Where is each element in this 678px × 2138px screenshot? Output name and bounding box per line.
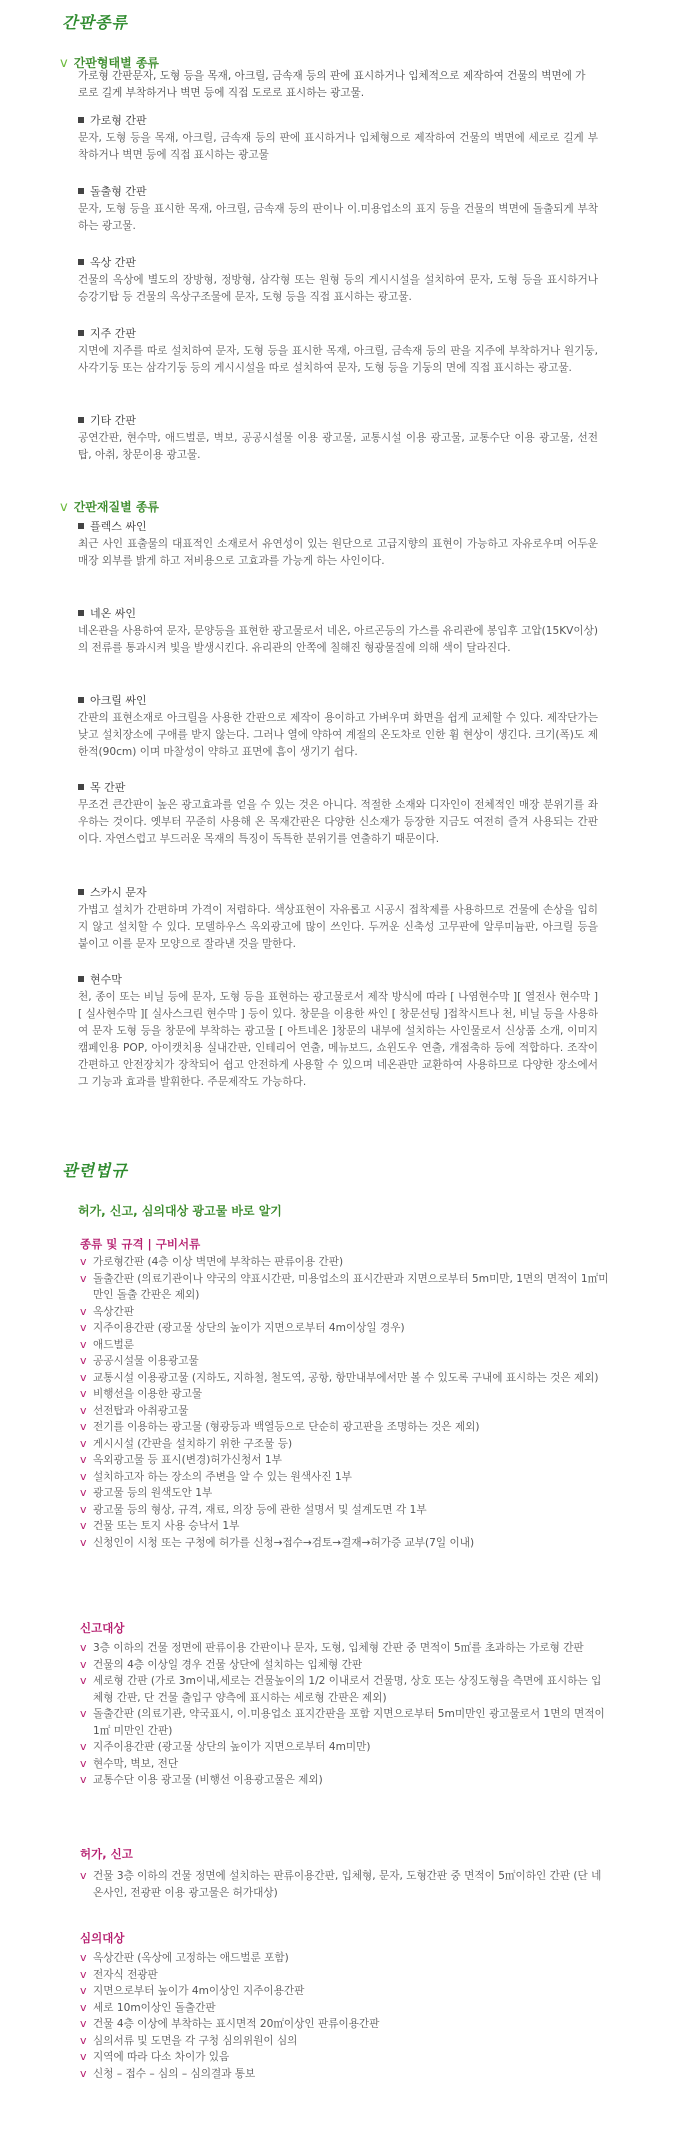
law-group-heading-1: 신고대상 bbox=[80, 1621, 125, 1635]
law-group-list-2 bbox=[80, 1868, 610, 1901]
list-item: v 돌출간판 (의료기관, 약국표시, 이.미용업소 표지간판을 포함 지면으로부터 5m미만인 광고물로서 1면의 면적이 1㎡ 미만인 간판) bbox=[80, 1707, 605, 1737]
material-item-3 bbox=[78, 779, 598, 848]
item-title: 돌출형 간판 bbox=[90, 185, 147, 198]
list-item: v 지면으로부터 높이가 4m이상인 지주이용간판 bbox=[80, 1983, 610, 2000]
list-item: v 건물 3층 이하의 건물 정면에 설치하는 판류이용간판, 입체형, 문자, 도형간판 중 면적이 5㎡이하인 간판 (단 네온사인, 전광판 이용 광고물은 허가대상) bbox=[80, 1869, 602, 1899]
check-icon: v bbox=[80, 1304, 87, 1318]
section-title-types: 간판종류 bbox=[62, 13, 128, 32]
list-item: v 지주이용간판 (광고물 상단의 높이가 지면으로부터 4m이상일 경우) bbox=[80, 1320, 610, 1337]
check-icon: v bbox=[80, 1271, 87, 1285]
form-item-4 bbox=[78, 412, 598, 464]
check-icon: v bbox=[80, 1869, 87, 1882]
item-title: 지주 간판 bbox=[90, 327, 137, 340]
check-icon: v bbox=[80, 1486, 87, 1499]
item-body: 무조건 큰간판이 높은 광고효과를 얻을 수 있는 것은 아니다. 적절한 소재와 디자인이 전체적인 매장 분위기를 좌우하는 것이다. 옛부터 꾸준히 사용해 온 목재간판은 다양한 신소재가 등장한 지금도 여전히 즐겨 사용되는 간판이다. 자연스럽고 부드러운 목재의 특징이 독특한 분위기를 연출하기 때문이다. bbox=[78, 799, 598, 845]
bullet-square-icon bbox=[78, 188, 84, 194]
item-body: 공연간판, 현수막, 애드벌룬, 벽보, 공공시설물 이용 광고물, 교통시설 이용 광고물, 교통수단 이용 광고물, 선전탑, 아취, 창문이용 광고물. bbox=[78, 432, 598, 461]
list-item: v 설치하고자 하는 장소의 주변을 알 수 있는 원색사진 1부 bbox=[80, 1469, 610, 1486]
list-item: v 공공시설물 이용광고물 bbox=[80, 1353, 610, 1370]
bullet-square-icon bbox=[78, 523, 84, 529]
check-icon: v bbox=[80, 1370, 87, 1384]
item-title: 현수막 bbox=[90, 973, 122, 986]
list-item: v 옥상간판 (옥상에 고정하는 애드벌룬 포함) bbox=[80, 1950, 610, 1967]
list-item: v 비행선을 이용한 광고물 bbox=[80, 1386, 610, 1403]
check-icon: v bbox=[80, 1674, 87, 1687]
check-icon: v bbox=[80, 2050, 87, 2063]
check-icon: v bbox=[80, 1773, 87, 1786]
list-item: v 광고물 등의 원색도안 1부 bbox=[80, 1485, 610, 1502]
list-item: v 전자식 전광판 bbox=[80, 1967, 610, 1984]
item-body: 건물의 옥상에 별도의 장방형, 정방형, 삼각형 또는 원형 등의 게시시설을 설치하여 문자, 도형 등을 표시하거나 승강기탑 등 건물의 옥상구조물에 문자, 도형 등을 직접 표시하는 광고물. bbox=[78, 274, 598, 303]
list-item: v 광고물 등의 형상, 규격, 재료, 의장 등에 관한 설명서 및 설계도면 각 1부 bbox=[80, 1502, 610, 1519]
bullet-square-icon bbox=[78, 889, 84, 895]
item-body: 천, 종이 또는 비닐 등에 문자, 도형 등을 표현하는 광고물로서 제작 방식에 따라 [ 나염현수막 ][ 열전사 현수막 ] [ 실사현수막 ][ 실사스크린 현수막 ] 등이 있다. 창문을 이용한 싸인 [ 창문선팅 ]접착시트나 천, 비닐 등을 사용하여 문자 도형 등을 창문에 부착하는 광고물 [ 아트네온 ]창문의 내부에 설치하는 사인물로서 신상품 소개, 이미지 캠페인용 POP, 아이캣치용 실내간판, 인테리어 연출, 메뉴보드, 쇼윈도우 연출, 개점축하 등에 적합하다. 조작이 간편하고 안전장치가 장착되어 쉽고 안전하게 사용할 수 있으며 네온관만 교환하여 사용하므로 다양한 장소에서 그 기능과 효과를 발휘한다. 주문제작도 가능하다. bbox=[78, 991, 598, 1088]
bullet-square-icon bbox=[78, 610, 84, 616]
check-icon: v bbox=[80, 1967, 87, 1981]
check-icon: v bbox=[80, 2033, 87, 2047]
law-group-list-1 bbox=[80, 1640, 610, 1789]
check-icon: v bbox=[80, 1354, 87, 1367]
material-item-1 bbox=[78, 605, 598, 657]
check-icon: v bbox=[80, 1420, 87, 1433]
check-icon: v bbox=[80, 1387, 87, 1400]
item-title: 아크릴 싸인 bbox=[90, 694, 147, 707]
check-icon: v bbox=[60, 500, 68, 515]
check-icon: v bbox=[80, 1502, 87, 1516]
list-item: v 게시시설 (간판을 설치하기 위한 구조물 등) bbox=[80, 1436, 610, 1453]
check-icon: v bbox=[80, 1403, 87, 1417]
item-title: 옥상 간판 bbox=[90, 256, 137, 269]
check-icon: v bbox=[80, 1756, 87, 1770]
item-title: 가로형 간판 bbox=[90, 114, 147, 127]
list-item: v 교통수단 이용 광고물 (비행선 이용광고물은 제외) bbox=[80, 1772, 610, 1789]
form-item-2 bbox=[78, 254, 598, 306]
list-item: v 세로형 간판 (가로 3m이내,세로는 건물높이의 1/2 이내로서 건물명, 상호 또는 상징도형을 측면에 표시하는 입체형 간판, 단 건물 출입구 양측에 표시하는 세로형 간판은 제외) bbox=[80, 1674, 602, 1704]
material-item-4 bbox=[78, 884, 598, 953]
bullet-square-icon bbox=[78, 117, 84, 123]
bullet-square-icon bbox=[78, 697, 84, 703]
form-item-1 bbox=[78, 183, 598, 235]
item-title: 목 간판 bbox=[90, 781, 126, 794]
check-icon: v bbox=[80, 1337, 87, 1351]
list-item: v 전기를 이용하는 광고물 (형광등과 백열등으로 단순히 광고판을 조명하는 것은 제외) bbox=[80, 1419, 610, 1436]
list-item: v 지역에 따라 다소 차이가 있음 bbox=[80, 2049, 610, 2066]
material-item-0 bbox=[78, 518, 598, 570]
heading-material-types bbox=[60, 498, 159, 515]
item-title: 스카시 문자 bbox=[90, 886, 147, 899]
form-item-0 bbox=[78, 112, 598, 164]
list-item: v 3층 이하의 건물 정면에 판류이용 간판이나 문자, 도형, 입체형 간판 중 면적이 5㎡를 초과하는 가로형 간판 bbox=[80, 1640, 610, 1657]
item-title: 네온 싸인 bbox=[90, 607, 137, 620]
law-group-list-3 bbox=[80, 1950, 610, 2082]
check-icon: v bbox=[80, 2000, 87, 2014]
heading-material-types-label: 간판재질별 종류 bbox=[73, 500, 160, 514]
list-item: v 신청인이 시청 또는 구청에 허가를 신청→접수→검토→결재→허가증 교부(7일 이내) bbox=[80, 1535, 610, 1552]
list-item: v 가로형간판 (4층 이상 벽면에 부착하는 판류이용 간판) bbox=[80, 1254, 610, 1271]
list-item: v 선전탑과 아취광고물 bbox=[80, 1403, 610, 1420]
check-icon: v bbox=[80, 1740, 87, 1753]
bullet-square-icon bbox=[78, 784, 84, 790]
list-item: v 건물 또는 토지 사용 승낙서 1부 bbox=[80, 1518, 610, 1535]
law-group-heading-2: 허가, 신고 bbox=[80, 1847, 133, 1861]
check-icon: v bbox=[80, 1951, 87, 1964]
law-group-heading-3: 심의대상 bbox=[80, 1931, 125, 1945]
bullet-square-icon bbox=[78, 259, 84, 265]
section-title-laws: 관련법규 bbox=[62, 1161, 128, 1180]
bullet-square-icon bbox=[78, 330, 84, 336]
list-item: v 건물 4층 이상에 부착하는 표시면적 20㎡이상인 판류이용간판 bbox=[80, 2016, 610, 2033]
list-item: v 애드벌룬 bbox=[80, 1337, 610, 1354]
check-icon: v bbox=[80, 1469, 87, 1483]
list-item: v 신청 – 접수 – 심의 – 심의결과 통보 bbox=[80, 2066, 610, 2083]
list-item: v 심의서류 및 도면을 각 구청 심의위원이 심의 bbox=[80, 2033, 610, 2050]
check-icon: v bbox=[80, 1255, 87, 1268]
material-item-5 bbox=[78, 971, 598, 1091]
check-icon: v bbox=[80, 1535, 87, 1549]
item-body: 최근 사인 표출물의 대표적인 소재로서 유연성이 있는 원단으로 고급지향의 표현이 가능하고 자유로우며 어두운 매장 외부를 밝게 하고 저비용으로 고효과를 가능게 하는 사인이다. bbox=[78, 538, 598, 567]
check-icon: v bbox=[80, 1321, 87, 1334]
list-item: v 옥상간판 bbox=[80, 1304, 610, 1321]
item-body: 문자, 도형 등을 표시한 목재, 아크릴, 금속재 등의 판이나 이.미용업소의 표지 등을 건물의 벽면에 돌출되게 부착하는 광고물. bbox=[78, 203, 598, 232]
item-title: 기타 간판 bbox=[90, 414, 137, 427]
check-icon: v bbox=[80, 1436, 87, 1450]
check-icon: v bbox=[80, 1657, 87, 1671]
item-body: 네온관을 사용하여 문자, 문양등을 표현한 광고물로서 네온, 아르곤등의 가스를 유리관에 봉입후 고압(15KV이상)의 전류를 통과시켜 빛을 발생시킨다. 유리관의 안쪽에 칠해진 형광물질에 의해 색이 달라진다. bbox=[78, 625, 598, 654]
check-icon: v bbox=[80, 1641, 87, 1654]
item-title: 플렉스 싸인 bbox=[90, 520, 147, 533]
form-item-3 bbox=[78, 325, 598, 377]
list-item: v 현수막, 벽보, 전단 bbox=[80, 1756, 610, 1773]
item-body: 문자, 도형 등을 목재, 아크릴, 금속재 등의 판에 표시하거나 입체형으로 제작하여 건물의 벽면에 세로로 길게 부착하거나 벽면 등에 직접 표시하는 광고물 bbox=[78, 132, 598, 161]
check-icon: v bbox=[80, 1453, 87, 1466]
check-icon: v bbox=[80, 1519, 87, 1532]
bullet-square-icon bbox=[78, 976, 84, 982]
list-item: v 건물의 4층 이상일 경우 건물 상단에 설치하는 입체형 간판 bbox=[80, 1657, 610, 1674]
item-body: 가볍고 설치가 간편하며 가격이 저렴하다. 색상표현이 자유롭고 시공시 접착제를 사용하므로 건물에 손상을 입히지 않고 설치할 수 있다. 모델하우스 옥외광고에 많이 쓰인다. 두꺼운 신축성 고무판에 알루미늄판, 아크릴 등을 붙이고 이를 문자 모양으로 잘라낸 것을 말한다. bbox=[78, 904, 598, 950]
heading-form-types-label: 간판형태별 종류 bbox=[73, 56, 160, 70]
list-item: v 옥외광고물 등 표시(변경)허가신청서 1부 bbox=[80, 1452, 610, 1469]
material-item-2 bbox=[78, 692, 598, 761]
list-item: v 돌출간판 (의료기관이나 약국의 약표시간판, 미용업소의 표시간판과 지면으로부터 5m미만, 1면의 면적이 1㎡미만인 돌출 간판은 제외) bbox=[80, 1271, 609, 1301]
law-heading: 허가, 신고, 심의대상 광고물 바로 알기 bbox=[78, 1204, 282, 1218]
list-item: v 세로 10m이상인 돌출간판 bbox=[80, 2000, 610, 2017]
item-body: 지면에 지주를 따로 설치하여 문자, 도형 등을 표시한 목재, 아크릴, 금속재 등의 판을 지주에 부착하거나 원기둥, 사각기둥 또는 삼각기둥 등의 게시시설을 따로 설치하여 문자, 도형 등을 기둥의 면에 직접 표시하는 광고물. bbox=[78, 345, 598, 374]
check-icon: v bbox=[80, 2017, 87, 2030]
form-intro: 가로형 간판문자, 도형 등을 목재, 아크릴, 금속재 등의 판에 표시하거나 입체적으로 제작하여 건물의 벽면에 가로로 길게 부착하거나 벽면 등에 직접 도로로 표시하는 광고물. bbox=[78, 70, 586, 99]
item-body: 간판의 표현소재로 아크릴을 사용한 간판으로 제작이 용이하고 가벼우며 화면을 쉽게 교체할 수 있다. 제작단가는 낮고 설치장소에 구애를 받지 않는다. 그러나 열에 약하여 계절의 온도차로 인한 휨 현상이 생긴다. 크기(폭)도 제한적(90cm) 이며 마찰성이 약하고 표면에 흠이 생기기 쉽다. bbox=[78, 712, 598, 758]
check-icon: v bbox=[60, 56, 68, 71]
law-group-list-0 bbox=[80, 1254, 610, 1551]
bullet-square-icon bbox=[78, 417, 84, 423]
check-icon: v bbox=[80, 1984, 87, 1997]
law-group-heading-0: 종류 및 규격 | 구비서류 bbox=[80, 1237, 201, 1251]
list-item: v 지주이용간판 (광고물 상단의 높이가 지면으로부터 4m미만) bbox=[80, 1739, 610, 1756]
list-item: v 교통시설 이용광고물 (지하도, 지하철, 철도역, 공항, 항만내부에서만 볼 수 있도록 구내에 표시하는 것은 제외) bbox=[80, 1370, 610, 1387]
check-icon: v bbox=[80, 2066, 87, 2080]
check-icon: v bbox=[80, 1707, 87, 1720]
